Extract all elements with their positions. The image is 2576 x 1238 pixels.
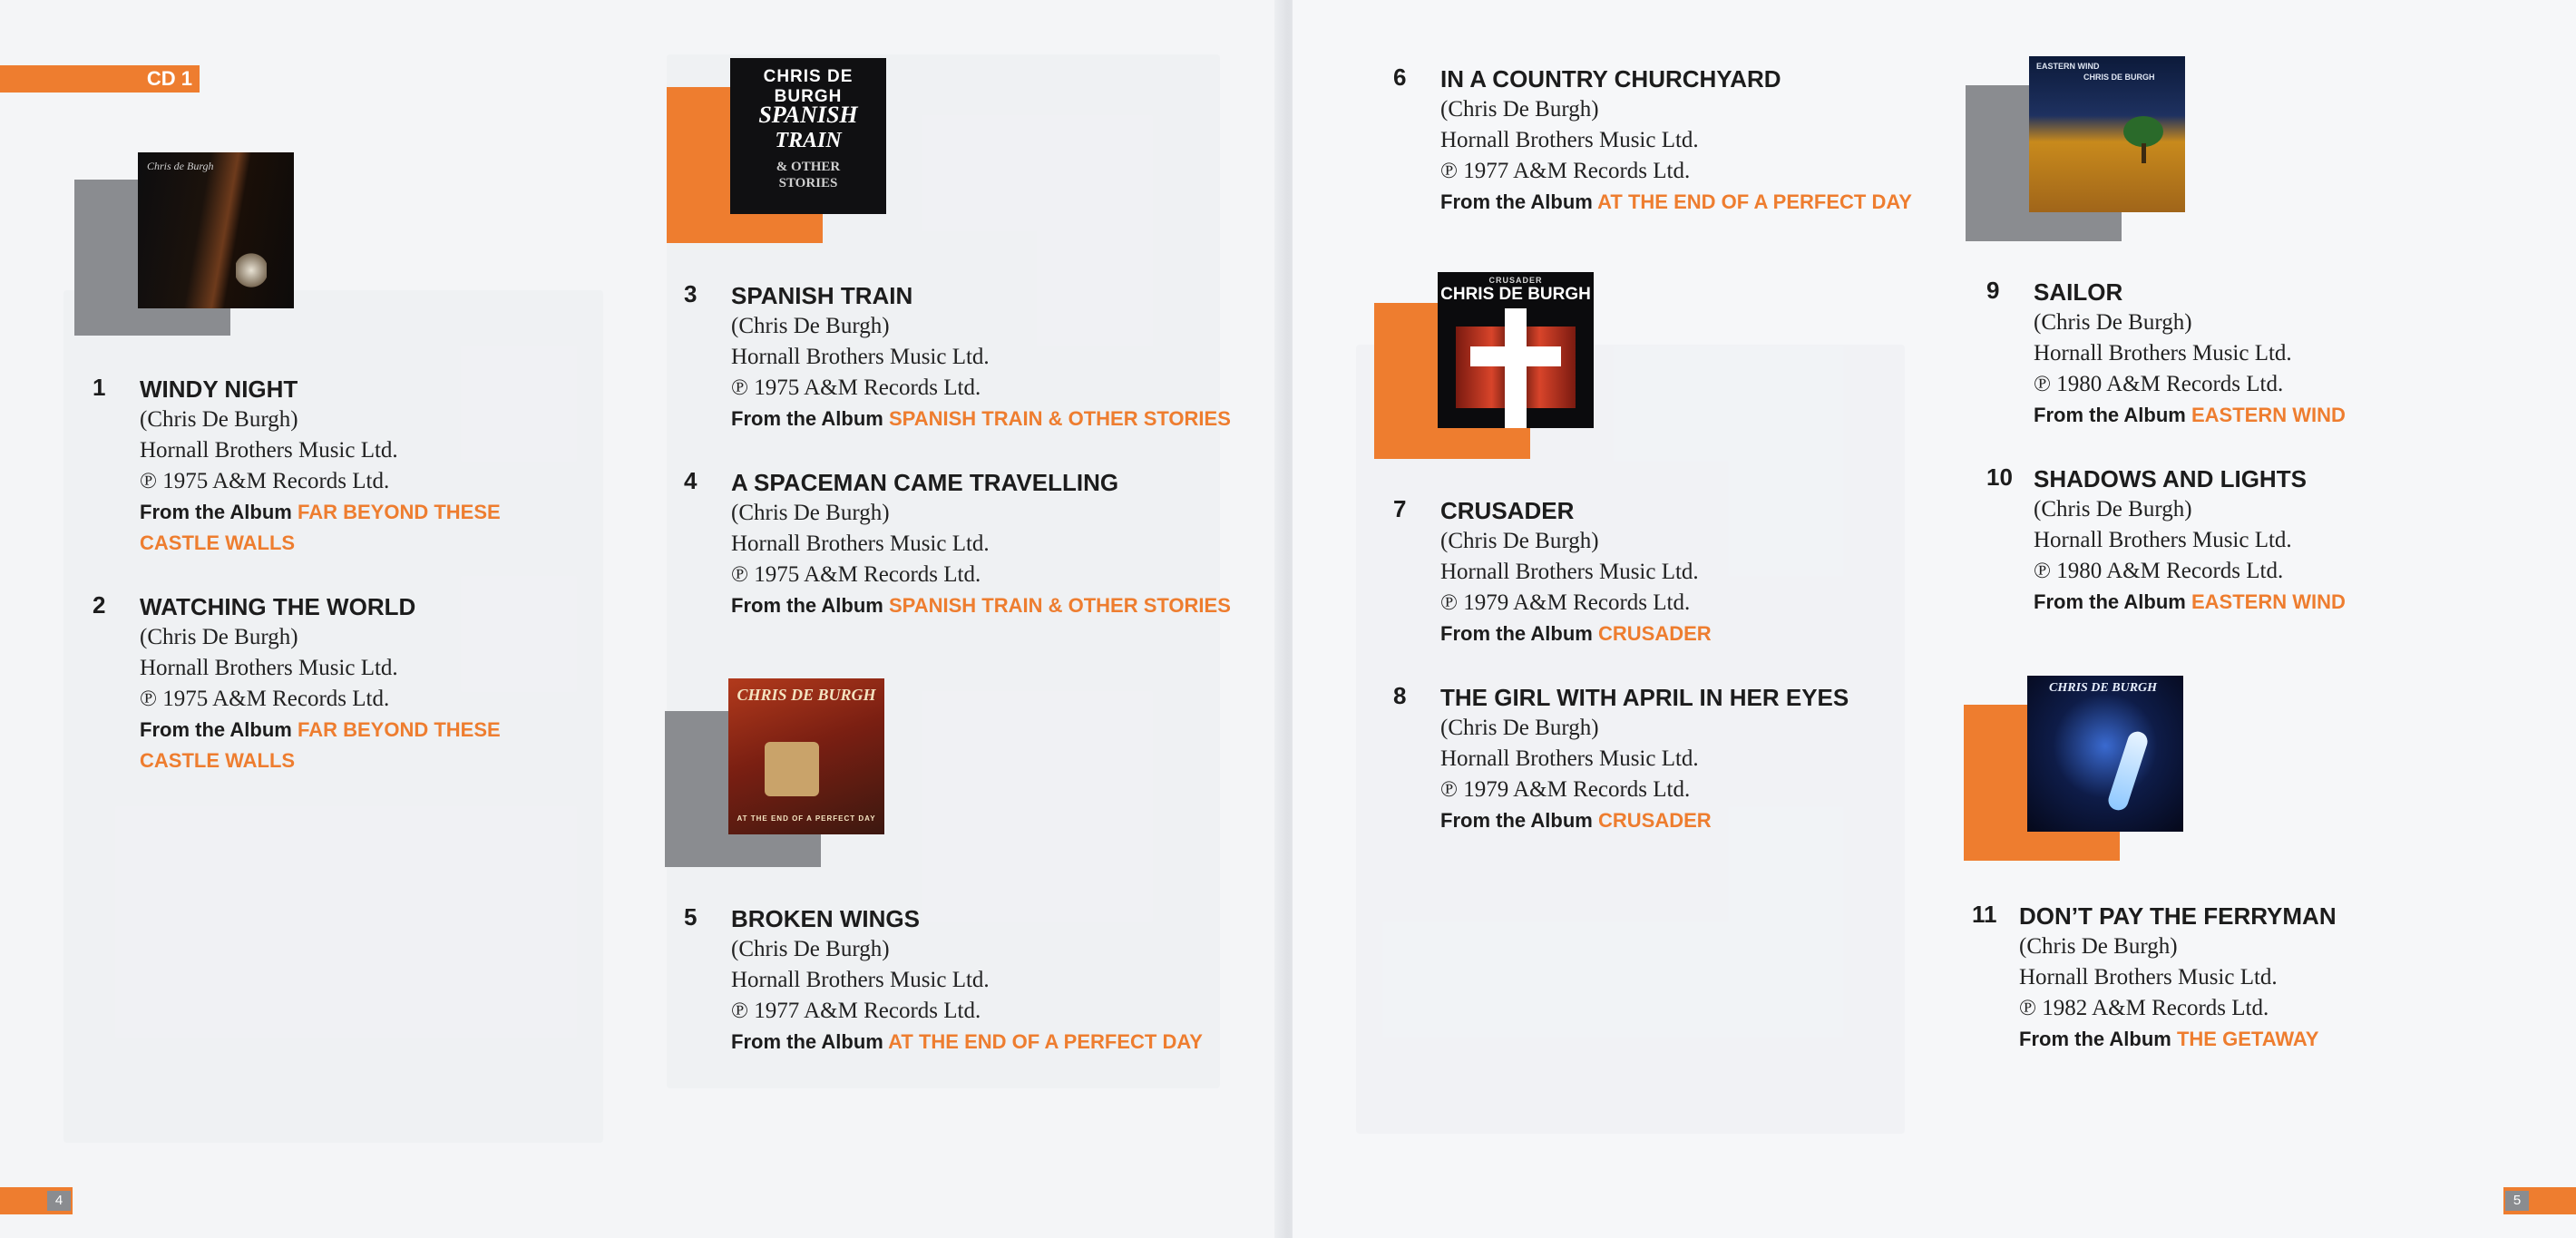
track-album-line (2034, 587, 2346, 618)
album-name: SPANISH TRAIN & OTHER STORIES (888, 594, 1231, 617)
track-publisher: Hornall Brothers Music Ltd. (2034, 341, 2292, 366)
album-name: CRUSADER (1597, 809, 1712, 832)
track-title: SHADOWS AND LIGHTS (2034, 465, 2307, 492)
track-publisher: Hornall Brothers Music Ltd. (731, 968, 990, 992)
track-publisher: Hornall Brothers Music Ltd. (731, 531, 990, 556)
left-page (0, 0, 1283, 1238)
track-title: THE GIRL WITH APRIL IN HER EYES (1440, 684, 1849, 711)
cover-tree-trunk (2142, 143, 2146, 163)
cover-title: AT THE END OF A PERFECT DAY (737, 814, 876, 823)
track-copyright: ℗ 1980 A&M Records Ltd. (2034, 372, 2284, 396)
cover-art (730, 58, 886, 214)
track-writer: (Chris De Burgh) (731, 501, 890, 525)
album-cover-the-getaway (1964, 676, 2181, 857)
page-number: 5 (2505, 1191, 2529, 1211)
track-writer: (Chris De Burgh) (731, 314, 890, 338)
album-cover-eastern-wind (1966, 56, 2183, 238)
cover-cross-vertical (1505, 308, 1527, 428)
track-album-line (731, 1027, 1203, 1058)
track-copyright: ℗ 1975 A&M Records Ltd. (731, 375, 981, 400)
track-title: WATCHING THE WORLD (140, 593, 416, 620)
track-number: 3 (684, 280, 698, 307)
track-title: A SPACEMAN CAME TRAVELLING (731, 469, 1119, 496)
track-writer: (Chris De Burgh) (2034, 310, 2192, 335)
track-number: 9 (1986, 277, 2000, 304)
track-writer: (Chris De Burgh) (2034, 497, 2192, 522)
track-copyright: ℗ 1975 A&M Records Ltd. (731, 562, 981, 587)
cd-label: CD 1 (0, 65, 200, 93)
track-number: 10 (1986, 463, 2013, 491)
track-copyright: ℗ 1977 A&M Records Ltd. (1440, 159, 1691, 183)
track-title: CRUSADER (1440, 497, 1575, 524)
track-number: 7 (1393, 495, 1407, 522)
from-label: From the Album (731, 1030, 883, 1053)
track-title: DON’T PAY THE FERRYMAN (2019, 902, 2337, 930)
track-writer: (Chris De Burgh) (731, 937, 890, 961)
track-publisher: Hornall Brothers Music Ltd. (1440, 560, 1699, 584)
track-publisher: Hornall Brothers Music Ltd. (1440, 746, 1699, 771)
cover-title: EASTERN WIND (2036, 62, 2100, 71)
cover-title: SPANISH (758, 102, 858, 128)
track-copyright: ℗ 1975 A&M Records Ltd. (140, 687, 390, 711)
cover-art (138, 152, 294, 308)
track-number: 2 (93, 591, 106, 619)
from-label: From the Album (2019, 1028, 2171, 1050)
track-album-line (731, 404, 1231, 434)
cover-artist: CHRIS DE BURGH (1440, 285, 1591, 304)
album-cover-far-beyond-these-castle-walls (74, 152, 292, 334)
track-album-line (2034, 400, 2346, 431)
page-number-right (2503, 1187, 2576, 1214)
from-label: From the Album (2034, 590, 2186, 613)
track-copyright: ℗ 1975 A&M Records Ltd. (140, 469, 390, 493)
album-cover-at-the-end-of-a-perfect-day (665, 678, 883, 860)
cover-art (2027, 676, 2183, 832)
cover-figure (765, 742, 819, 796)
from-label: From the Album (140, 718, 292, 741)
cover-figure (2106, 729, 2151, 813)
track-writer: (Chris De Burgh) (2019, 934, 2178, 959)
track-writer: (Chris De Burgh) (140, 407, 298, 432)
track-copyright: ℗ 1979 A&M Records Ltd. (1440, 777, 1691, 802)
track-copyright: ℗ 1980 A&M Records Ltd. (2034, 559, 2284, 583)
cover-text: Chris de Burgh (147, 160, 214, 172)
cover-artist: CHRIS DE BURGH (737, 686, 876, 704)
track-album-line (1440, 619, 1712, 649)
cover-art (1438, 272, 1594, 428)
from-label: From the Album (731, 594, 883, 617)
album-name: AT THE END OF A PERFECT DAY (1597, 190, 1912, 213)
track-publisher: Hornall Brothers Music Ltd. (731, 345, 990, 369)
album-name: FAR BEYOND THESE (297, 501, 501, 523)
cover-title: TRAIN (775, 129, 842, 152)
cover-artist: CHRIS DE BURGH (2083, 73, 2155, 82)
track-number: 5 (684, 903, 698, 931)
album-name-continued: CASTLE WALLS (140, 749, 296, 772)
cover-subtitle: & OTHER (776, 160, 841, 174)
track-writer: (Chris De Burgh) (140, 625, 298, 649)
cover-label: CRUSADER (1488, 276, 1543, 285)
track-publisher: Hornall Brothers Music Ltd. (140, 656, 398, 680)
album-name: EASTERN WIND (2191, 590, 2346, 613)
track-album-line (140, 497, 501, 559)
album-name: FAR BEYOND THESE (297, 718, 501, 741)
track-number: 4 (684, 467, 698, 494)
track-copyright: ℗ 1979 A&M Records Ltd. (1440, 590, 1691, 615)
track-album-line (1440, 805, 1849, 836)
cover-subtitle: STORIES (778, 176, 838, 190)
album-name: EASTERN WIND (2191, 404, 2346, 426)
track-writer: (Chris De Burgh) (1440, 97, 1599, 122)
album-name: CRUSADER (1597, 622, 1712, 645)
track-title: BROKEN WINGS (731, 905, 920, 932)
track-album-line (2019, 1024, 2337, 1055)
track-title: IN A COUNTRY CHURCHYARD (1440, 65, 1781, 93)
track-writer: (Chris De Burgh) (1440, 716, 1599, 740)
from-label: From the Album (1440, 622, 1593, 645)
track-publisher: Hornall Brothers Music Ltd. (140, 438, 398, 463)
from-label: From the Album (731, 407, 883, 430)
cover-cross-horizontal (1470, 346, 1561, 366)
page-number-left (0, 1187, 73, 1214)
track-publisher: Hornall Brothers Music Ltd. (2019, 965, 2278, 989)
track-copyright: ℗ 1982 A&M Records Ltd. (2019, 996, 2269, 1020)
track-number: 6 (1393, 63, 1407, 91)
track-writer: (Chris De Burgh) (1440, 529, 1599, 553)
album-name: SPANISH TRAIN & OTHER STORIES (888, 407, 1231, 430)
cover-art (2029, 56, 2185, 212)
track-publisher: Hornall Brothers Music Ltd. (1440, 128, 1699, 152)
page-number: 4 (47, 1191, 71, 1211)
cover-figure (236, 252, 267, 288)
track-number: 8 (1393, 682, 1407, 709)
album-name: AT THE END OF A PERFECT DAY (888, 1030, 1203, 1053)
track-title: SAILOR (2034, 278, 2123, 306)
album-name-continued: CASTLE WALLS (140, 531, 296, 554)
album-name: THE GETAWAY (2176, 1028, 2319, 1050)
from-label: From the Album (1440, 190, 1593, 213)
from-label: From the Album (140, 501, 292, 523)
track-title: WINDY NIGHT (140, 375, 298, 403)
from-label: From the Album (2034, 404, 2186, 426)
album-cover-spanish-train (667, 58, 884, 239)
track-album-line (1440, 187, 1912, 218)
track-album-line (140, 715, 501, 776)
cover-art (728, 678, 884, 834)
track-copyright: ℗ 1977 A&M Records Ltd. (731, 999, 981, 1023)
track-publisher: Hornall Brothers Music Ltd. (2034, 528, 2292, 552)
cover-tree (2123, 116, 2163, 147)
track-number: 11 (1972, 901, 1997, 928)
from-label: From the Album (1440, 809, 1593, 832)
cover-artist: CHRIS DE BURGH (763, 67, 854, 106)
track-album-line (731, 590, 1231, 621)
track-title: SPANISH TRAIN (731, 282, 913, 309)
cover-artist: CHRIS DE BURGH (2049, 681, 2158, 695)
album-cover-crusader (1374, 272, 1592, 453)
right-page (1293, 0, 2576, 1238)
track-number: 1 (93, 374, 106, 401)
